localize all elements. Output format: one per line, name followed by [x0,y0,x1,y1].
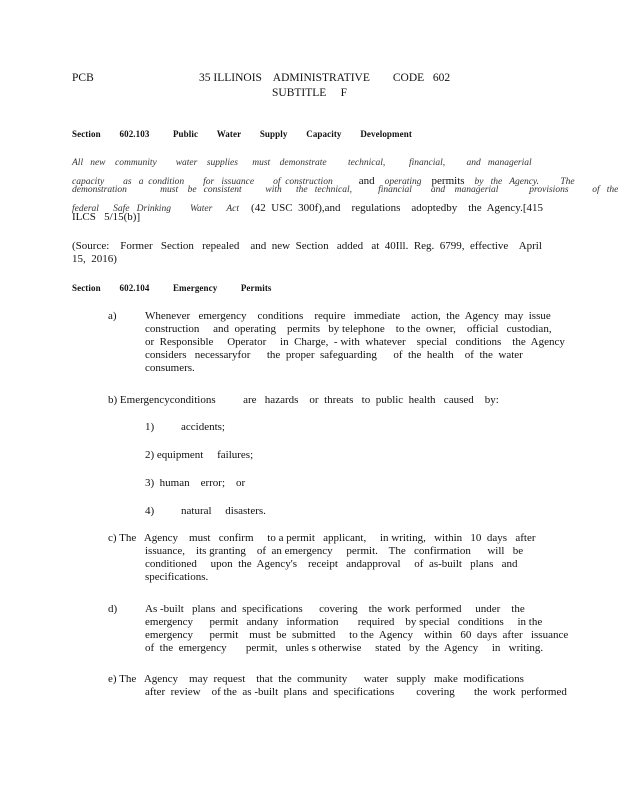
header-subtitle: SUBTITLE F [272,87,348,99]
section-103-line-2-and: and [358,175,375,187]
section-103-line-2-operating: operating [384,177,422,187]
header-agency-code: PCB [72,72,94,84]
item-c-line: conditioned upon the Agency's receipt andapproval of as-built plans and [145,558,518,570]
item-d-label: d) [108,603,118,615]
item-b-sub-1-text: accidents; [181,421,225,433]
item-a-text [145,310,565,375]
item-b-sub-4-text: natural disasters. [181,505,266,517]
item-c-line: specifications. [145,571,209,583]
section-103-line-1: All new community water supplies must demonstrate technical, financial, and managerial [72,158,532,168]
item-b-sub-1-num: 1) [145,421,155,433]
section-104-heading: Section 602.104 Emergency Permits [72,283,272,293]
item-a-line: considers necessaryfor the proper safeguarding of the health of the water [145,349,523,361]
item-b-sub-4-num: 4) [145,505,155,517]
item-c-line: issuance, its granting of an emergency permit. The confirmation will be [145,545,524,557]
section-103-line-3: demonstration must be consistent with the technical, financial and managerial provisions of the [72,185,618,195]
item-a-line: construction and operating permits by telephone to the owner, official custodian, [145,323,552,335]
section-103-line-2-italic: capacity as a condition for issuance of construction [72,177,333,187]
item-d-line: emergency permit andany information required by special conditions in the [145,616,543,628]
item-c-text [145,545,523,584]
item-d-text [145,603,568,655]
item-d-line: of the emergency permit, unles s otherwise stated by the Agency in writing. [145,642,544,654]
item-b-sub-2: 2) equipment failures; [145,449,254,461]
source-note-line: 15, 2016) [72,253,117,265]
item-a-label: a) [108,310,117,322]
item-a-line: or Responsible Operator in Charge, - with whatever special conditions the Agency [145,336,565,348]
item-a-line: consumers. [145,362,195,374]
section-103-heading: Section 602.103 Public Water Supply Capacity Development [72,129,412,139]
source-note-line: (Source: Former Section repealed and new Section added at 40Ill. Reg. 6799, effective April [72,240,542,252]
header-code-title: 35 ILLINOIS ADMINISTRATIVE CODE 602 [199,72,451,84]
section-103-line-2-permits: permits [431,175,465,187]
item-b-intro: b) Emergencyconditions are hazards or threats to public health caused by: [108,394,499,406]
item-c-line-1: c) The Agency must confirm to a permit applicant, in writing, within 10 days after [108,532,536,544]
item-d-line: As -built plans and specifications covering the work performed under the [145,603,525,615]
item-e-line-1: e) The Agency may request that the community water supply make modifications [108,673,524,685]
item-a-line: Whenever emergency conditions require immediate action, the Agency may issue [145,310,551,322]
item-e-line-2: after review of the as -built plans and specifications covering the work performed [145,686,567,698]
item-d-line: emergency permit must be submitted to the Agency within 60 days after issuance [145,629,569,641]
section-103-line-5: ILCS 5/15(b)] [72,211,141,223]
section-103-line-4-italic: federal Safe Drinking Water Act [72,204,240,214]
section-103-line-2-agency: by the Agency. The [474,177,575,187]
section-103-line-4-citation: (42 USC 300f),and regulations adoptedby the Agency.[415 [251,202,543,214]
section-103-line-4 [72,198,543,216]
source-note [72,240,542,266]
item-b-sub-3: 3) human error; or [145,477,246,489]
